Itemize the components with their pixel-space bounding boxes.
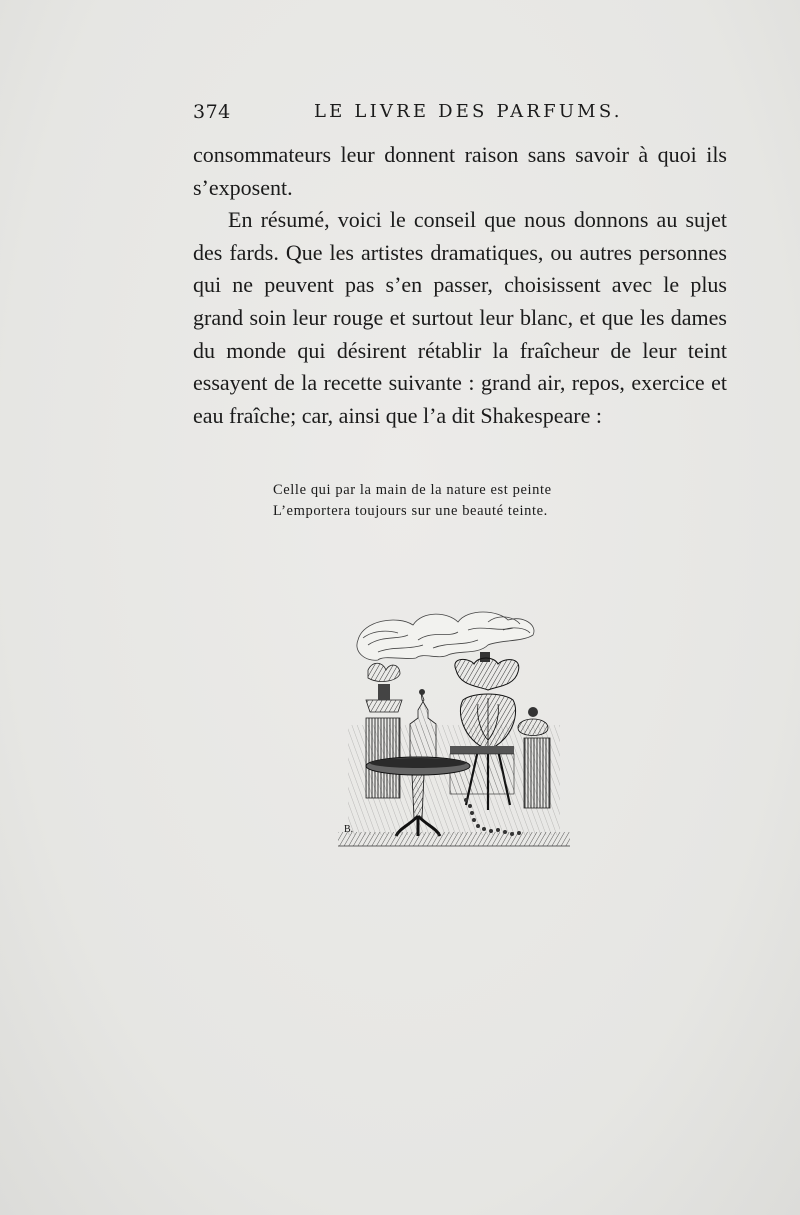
running-title: LE LIVRE DES PARFUMS.	[314, 101, 623, 122]
page-number: 374	[193, 101, 231, 123]
perfume-still-life-engraving	[338, 600, 570, 850]
verse-line-1: Celle qui par la main de la nature est peinte	[273, 482, 552, 498]
floor-shading	[338, 832, 570, 846]
body-text	[193, 139, 727, 432]
smoke-cloud	[357, 612, 534, 660]
verse-quote	[273, 480, 633, 522]
engraving-illustration	[338, 600, 570, 850]
paragraph-continuation: consommateurs leur donnent raison sans savoir à quoi ils s’exposent.	[193, 142, 727, 200]
verse-line-2: L’emportera toujours sur une beauté teinte.	[273, 503, 548, 519]
flower-vase	[366, 663, 402, 798]
page-header	[193, 101, 725, 127]
paragraph-advice: En résumé, voici le conseil que nous donnons au sujet des fards. Que les artistes dramatiques, ou autres personnes qui ne peuvent pas s’en passer, choisissent avec le plus grand soin leur rouge et surtout leur blanc, et que les dames du monde qui désirent rétablir la fraîcheur de leur teint essayent de la recette suivante : grand air, repos, exercice et eau fraîche; car, ainsi que l’a dit Shakespeare :	[193, 207, 727, 428]
artist-signature: B.	[344, 824, 354, 835]
